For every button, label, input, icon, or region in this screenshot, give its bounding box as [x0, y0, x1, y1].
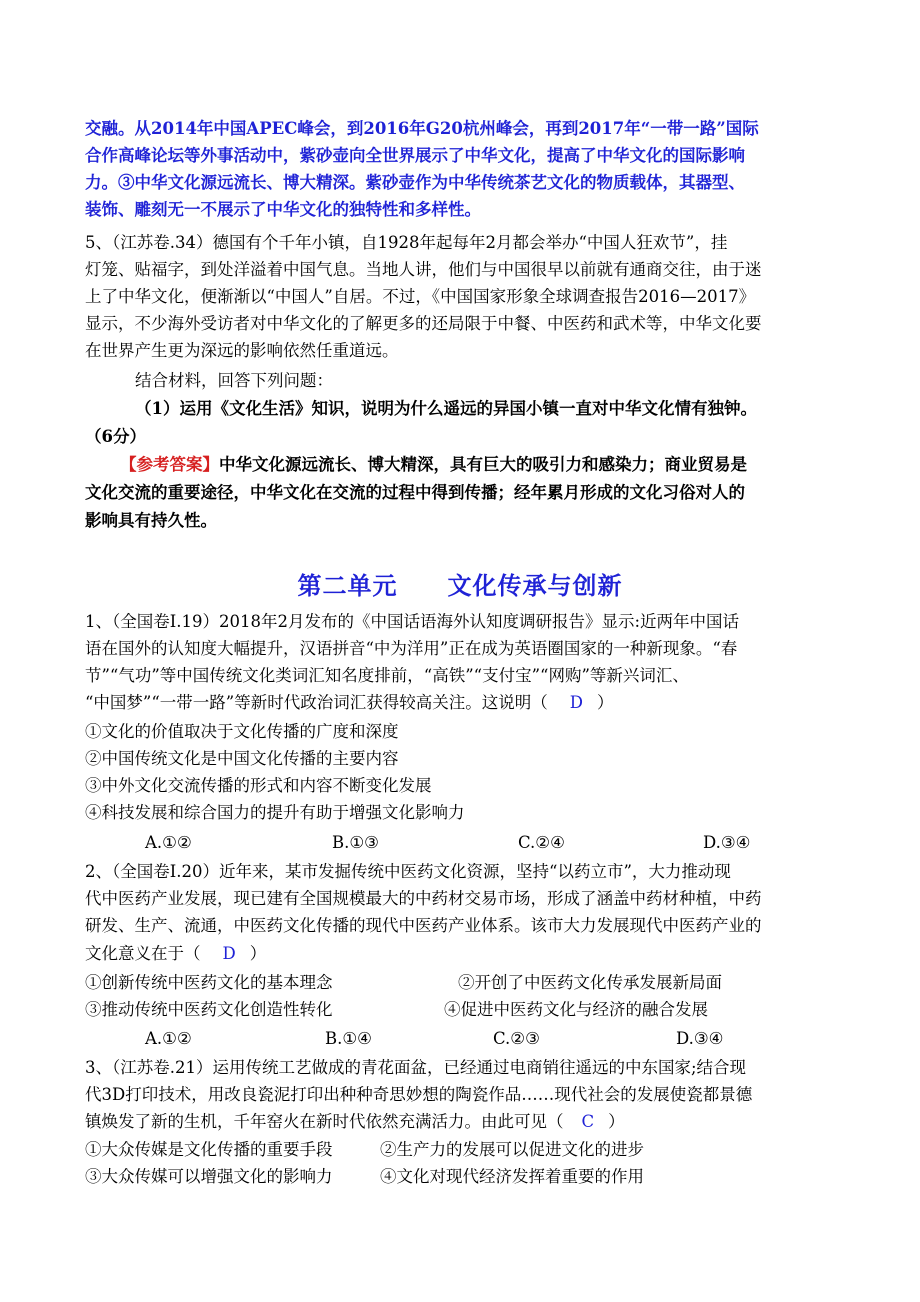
u2q2-close-paren: ）	[249, 944, 267, 963]
u2q1-close-paren: ）	[596, 693, 614, 712]
unit-title	[0, 566, 920, 601]
q5-line-3: 上了中华文化，便渐渐以“中国人”自居。不过，《中国国家形象全球调查报告2016—2017》	[85, 287, 756, 306]
u2q1-line-1: 1、（全国卷Ⅰ.19）2018年2月发布的《中国话语海外认知度调研报告》显示:近两年中国话	[85, 612, 740, 631]
u2q2-option-a: A.①②	[145, 1029, 192, 1048]
u2q2-item-3: ③推动传统中医药文化创造性转化	[85, 1000, 333, 1019]
u2q2-item-2: ②开创了中医药文化传承发展新局面	[458, 973, 722, 992]
u2q3-item-2: ②生产力的发展可以促进文化的进步	[380, 1140, 644, 1159]
u2q3-item-4: ④文化对现代经济发挥着重要的作用	[380, 1167, 644, 1186]
u2q1-stem-end: “中国梦”“一带一路”等新时代政治词汇获得较高关注。这说明（	[85, 693, 548, 712]
u2q1-line-2: 语在国外的认知度大幅提升，汉语拼音“中为洋用”正在成为英语圈国家的一种新现象。“春	[85, 639, 738, 658]
u2q3-line-2: 代3D打印技术，用改良瓷泥打印出种种奇思妙想的陶瓷作品……现代社会的发展使瓷都景德	[85, 1085, 753, 1104]
u2q1-option-c: C.②④	[518, 833, 565, 852]
u2q2-option-d: D.③④	[676, 1029, 724, 1048]
u2q1-option-a: A.①②	[145, 833, 192, 852]
intro-line-4: 装饰、雕刻无一不展示了中华文化的独特性和多样性。	[85, 200, 481, 219]
u2q2-line-3: 研发、生产、流通，中医药文化传播的现代中医药产业体系。该市大力发展现代中医药产业的	[85, 916, 762, 935]
q5-prompt: 结合材料，回答下列问题：	[135, 371, 333, 390]
q5-answer-line-1	[120, 452, 890, 478]
answer-tag: 【参考答案】	[120, 455, 219, 474]
u2q3-line-1: 3、（江苏卷.21）运用传统工艺做成的青花面盆，已经通过电商销往遥远的中东国家;结合现	[85, 1058, 747, 1077]
u2q1-line-3: 节”“气功”等中国传统文化类词汇知名度排前，“高铁”“支付宝”“网购”等新兴词汇、	[85, 666, 689, 685]
q5-sub1-line-2: （6分）	[85, 427, 146, 446]
intro-line-2: 合作高峰论坛等外事活动中，紫砂壶向全世界展示了中华文化，提高了中华文化的国际影响	[85, 146, 745, 165]
u2q2-option-b: B.①④	[325, 1029, 372, 1048]
u2q1-line-4	[85, 690, 855, 716]
u2q3-item-1: ①大众传媒是文化传播的重要手段	[85, 1140, 333, 1159]
u2q1-answer: D	[569, 693, 583, 712]
q5-line-4: 显示，不少海外受访者对中华文化的了解更多的还局限于中餐、中医药和武术等，中华文化要	[85, 314, 762, 333]
u2q2-line-2: 代中医药产业发展，现已建有全国规模最大的中药材交易市场，形成了涵盖中药材种植，中药	[85, 889, 762, 908]
u2q3-close-paren: ）	[608, 1112, 625, 1131]
intro-line-1: 交融。从2014年中国APEC峰会，到2016年G20杭州峰会，再到2017年“一带一路”国际	[85, 119, 759, 138]
u2q2-line-4	[85, 941, 855, 967]
u2q1-item-2: ②中国传统文化是中国文化传播的主要内容	[85, 749, 399, 768]
q5-answer-line-2: 文化交流的重要途径，中华文化在交流的过程中得到传播；经年累月形成的文化习俗对人的	[85, 483, 745, 502]
u2q1-item-4: ④科技发展和综合国力的提升有助于增强文化影响力	[85, 803, 465, 822]
u2q2-option-c: C.②③	[493, 1029, 540, 1048]
u2q3-line-3	[85, 1109, 855, 1135]
u2q1-item-3: ③中外文化交流传播的形式和内容不断变化发展	[85, 776, 432, 795]
u2q1-option-d: D.③④	[703, 833, 751, 852]
u2q1-option-b: B.①③	[332, 833, 379, 852]
u2q2-item-1: ①创新传统中医药文化的基本理念	[85, 973, 333, 992]
q5-line-5: 在世界产生更为深远的影响依然任重道远。	[85, 341, 399, 360]
q5-line-1: 5、（江苏卷.34）德国有个千年小镇，自1928年起每年2月都会举办“中国人狂欢节”，挂	[85, 233, 728, 252]
u2q3-item-3: ③大众传媒可以增强文化的影响力	[85, 1167, 333, 1186]
q5-answer-line-3: 影响具有持久性。	[85, 511, 217, 530]
unit-title-part1: 第二单元	[297, 572, 398, 600]
u2q3-stem-end: 镇焕发了新的生机，千年窑火在新时代依然充满活力。由此可见（	[85, 1112, 564, 1131]
unit-title-part2: 文化传承与创新	[447, 572, 623, 600]
q5-sub1-line-1: （1）运用《文化生活》知识，说明为什么遥远的异国小镇一直对中华文化情有独钟。	[135, 399, 757, 418]
u2q2-line-1: 2、（全国卷Ⅰ.20）近年来，某市发掘传统中医药文化资源，坚持“以药立市”，大力推动现	[85, 862, 731, 881]
q5-line-2: 灯笼、贴福字，到处洋溢着中国气息。当地人讲，他们与中国很早以前就有通商交往，由于迷	[85, 260, 762, 279]
u2q3-answer: C	[581, 1112, 595, 1131]
answer-text-1: 中华文化源远流长、博大精深，具有巨大的吸引力和感染力；商业贸易是	[219, 455, 747, 474]
u2q2-item-4: ④促进中医药文化与经济的融合发展	[444, 1000, 708, 1019]
intro-line-3: 力。③中华文化源远流长、博大精深。紫砂壶作为中华传统茶艺文化的物质载体，其器型、	[85, 173, 745, 192]
u2q1-item-1: ①文化的价值取决于文化传播的广度和深度	[85, 722, 399, 741]
u2q2-stem-end: 文化意义在于（	[85, 944, 201, 963]
u2q2-answer: D	[222, 944, 236, 963]
